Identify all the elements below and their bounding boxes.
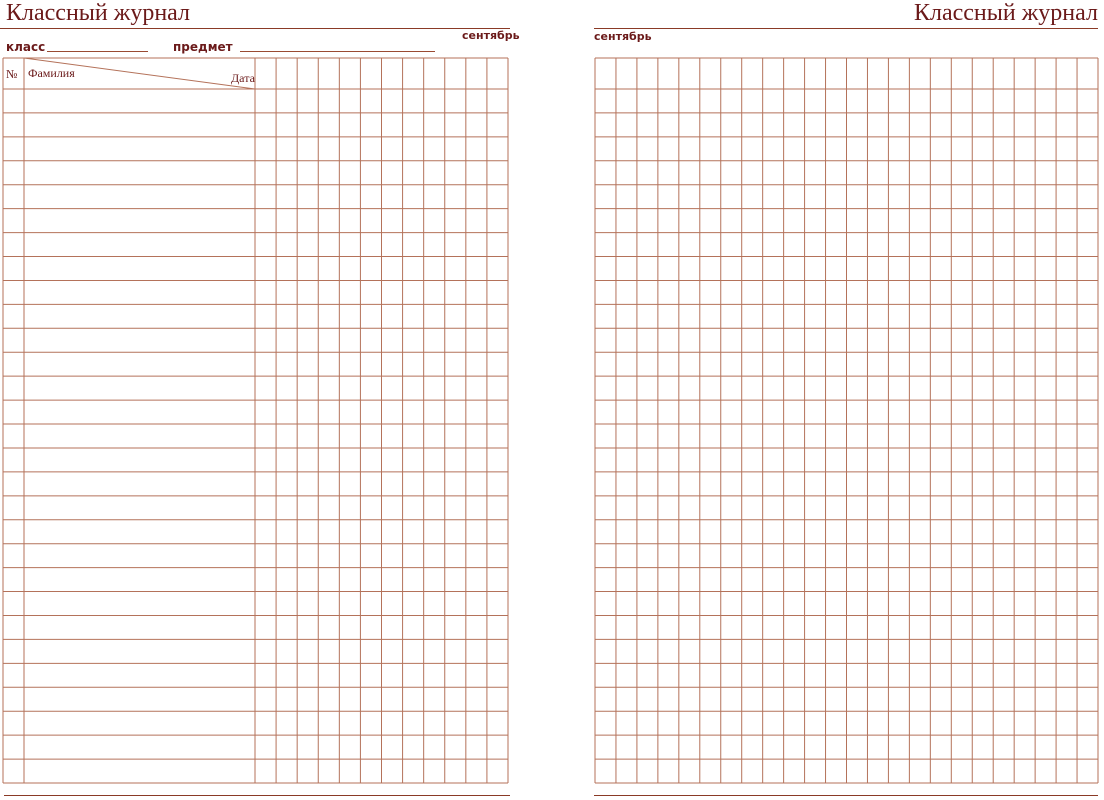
class-label: класс — [6, 40, 46, 54]
right-page — [590, 0, 1104, 800]
marks-grid — [590, 0, 1104, 800]
attendance-table — [0, 0, 515, 800]
subject-label: предмет — [173, 40, 233, 54]
date-header: Дата — [231, 71, 255, 85]
number-header: № — [6, 67, 18, 81]
page-title: Классный журнал — [913, 0, 1098, 26]
month-label: сентябрь — [462, 29, 520, 42]
surname-header: Фамилия — [28, 66, 75, 80]
page-title: Классный журнал — [6, 0, 191, 26]
month-label: сентябрь — [594, 30, 652, 43]
left-page — [0, 0, 520, 800]
bottom-rule — [594, 795, 1098, 796]
bottom-rule — [4, 795, 510, 796]
